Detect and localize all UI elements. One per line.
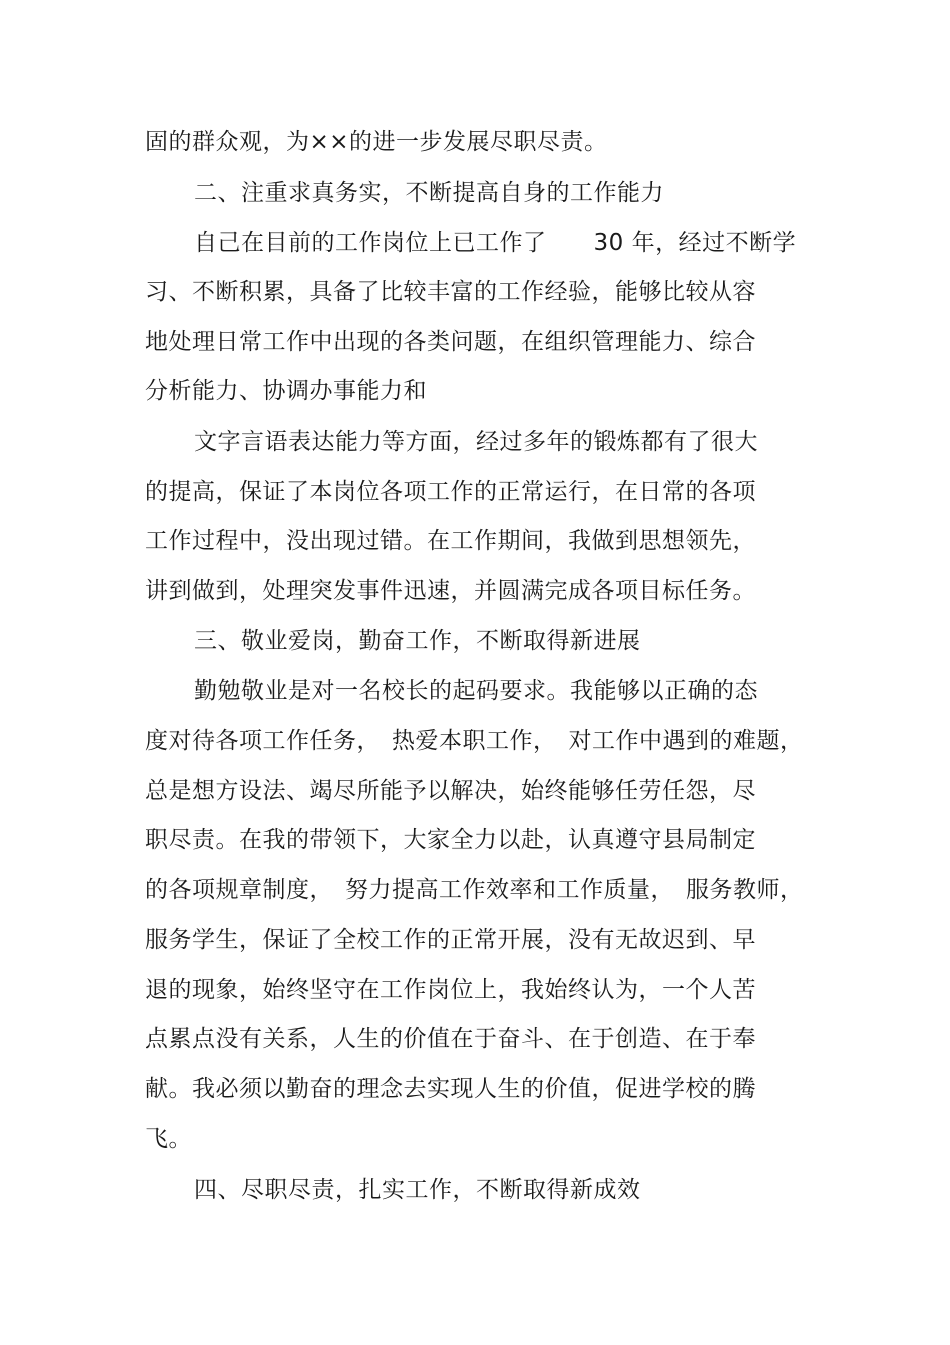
paragraph-line: 文字言语表达能力等方面，经过多年的锻炼都有了很大	[194, 429, 758, 455]
paragraph-line: 习、不断积累，具备了比较丰富的工作经验，能够比较从容	[145, 279, 756, 305]
paragraph-line: 点累点没有关系，人生的价值在于奋斗、在于创造、在于奉	[145, 1026, 756, 1052]
paragraph-line: 服务学生，保证了全校工作的正常开展，没有无故迟到、早	[145, 927, 756, 953]
section-heading-3: 三、敬业爱岗，勤奋工作，不断取得新进展	[194, 628, 641, 654]
paragraph-line: 献。我必须以勤奋的理念去实现人生的价值，促进学校的腾	[145, 1076, 756, 1102]
paragraph-line: 地处理日常工作中出现的各类问题，在组织管理能力、综合	[145, 329, 756, 355]
paragraph-line: 工作过程中，没出现过错。在工作期间，我做到思想领先，	[145, 528, 756, 554]
paragraph-line: 自己在目前的工作岗位上已工作了 30 年，经过不断学	[194, 230, 797, 256]
paragraph-line: 固的群众观，为××的进一步发展尽职尽责。	[145, 129, 608, 155]
section-heading-4: 四、尽职尽责，扎实工作，不断取得新成效	[194, 1177, 641, 1203]
paragraph-line: 的各项规章制度， 努力提高工作效率和工作质量， 服务教师，	[145, 877, 804, 903]
paragraph-line: 职尽责。在我的带领下，大家全力以赴，认真遵守县局制定	[145, 827, 756, 853]
paragraph-line: 勤勉敬业是对一名校长的起码要求。我能够以正确的态	[194, 678, 758, 704]
paragraph-line: 退的现象，始终坚守在工作岗位上，我始终认为，一个人苦	[145, 977, 756, 1003]
paragraph-line: 总是想方设法、竭尽所能予以解决，始终能够任劳任怨，尽	[145, 778, 756, 804]
paragraph-line: 分析能力、协调办事能力和	[145, 378, 427, 404]
paragraph-line: 飞。	[145, 1126, 192, 1152]
section-heading-2: 二、注重求真务实，不断提高自身的工作能力	[194, 180, 664, 206]
paragraph-line: 的提高，保证了本岗位各项工作的正常运行，在日常的各项	[145, 479, 756, 505]
paragraph-line: 度对待各项工作任务， 热爱本职工作， 对工作中遇到的难题，	[145, 728, 804, 754]
paragraph-line: 讲到做到，处理突发事件迅速，并圆满完成各项目标任务。	[145, 578, 756, 604]
